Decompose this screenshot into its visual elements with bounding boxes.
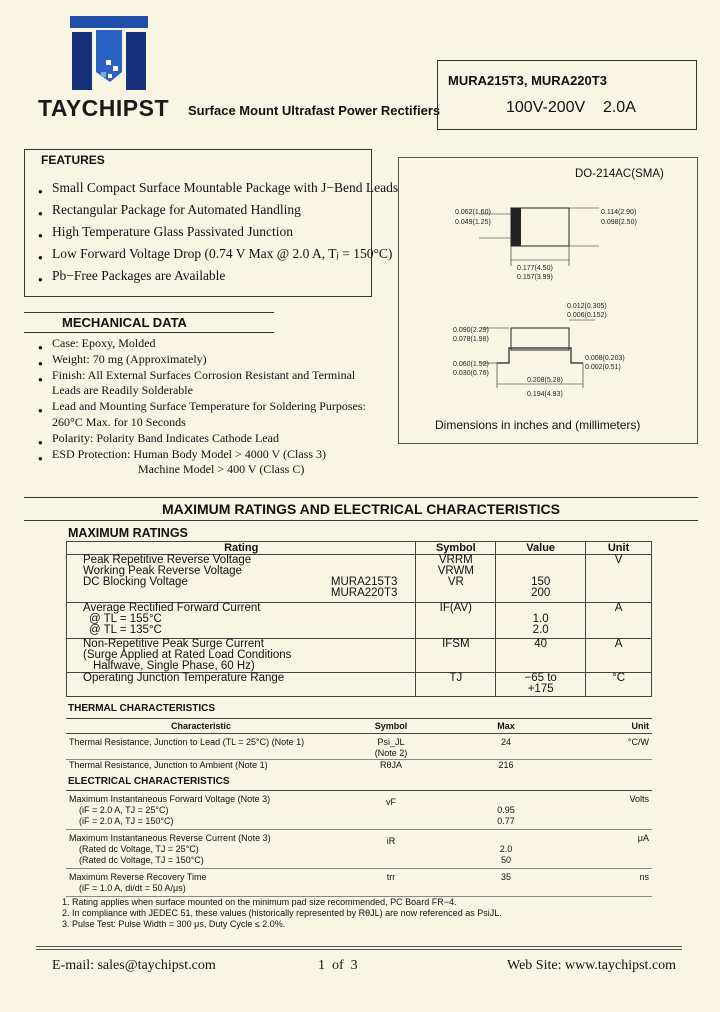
company-name: TAYCHIPST: [38, 95, 170, 121]
column-header: Unit: [566, 719, 652, 734]
list-item: ● Pb−Free Packages are Available: [38, 265, 398, 287]
characteristic-line: (iF = 2.0 A, TJ = 25°C): [79, 805, 169, 815]
unit-cell: [566, 760, 652, 774]
characteristic-line: (Rated dc Voltage, TJ = 25°C): [79, 844, 199, 854]
unit-cell: Volts: [566, 791, 652, 830]
dim-label: 0.157(3.99): [517, 274, 553, 281]
characteristic-cell: [66, 869, 336, 897]
footer-divider: [36, 949, 682, 950]
column-header: Rating: [67, 542, 416, 555]
list-item-text: Lead and Mounting Surface Temperature for Soldering Purposes:: [52, 399, 366, 414]
list-item: [38, 399, 378, 431]
list-item: ● Small Compact Surface Mountable Package with J−Bend Leads: [38, 177, 398, 199]
max-ratings-title: MAXIMUM RATINGS: [68, 526, 188, 540]
footer-website[interactable]: Web Site: www.taychipst.com: [507, 958, 677, 973]
column-header: Value: [496, 542, 586, 555]
characteristic-line: (iF = 2.0 A, TJ = 150°C): [79, 816, 174, 826]
rating-line: @ TL = 155°C: [89, 613, 162, 625]
characteristic-cell: [66, 791, 336, 830]
unit-cell: μA: [566, 830, 652, 869]
list-item: [38, 447, 378, 479]
table-row: [67, 673, 652, 697]
characteristic-line: (Rated dc Voltage, TJ = 150°C): [79, 855, 204, 865]
max-cell: 35: [446, 869, 566, 897]
rating-line: Non-Repetitive Peak Surge Current: [83, 638, 264, 650]
symbol-text: VRRM: [438, 554, 473, 566]
dim-label: 0.194(4.93): [527, 391, 563, 398]
unit-cell: V: [586, 555, 652, 603]
footnote: 1. Rating applies when surface mounted on the minimum pad size recommended, PC Board FR−4.: [62, 897, 457, 907]
symbol-cell: trr: [336, 869, 446, 897]
symbol-text: VRWM: [437, 565, 474, 577]
rating-cell: [67, 555, 416, 603]
list-item-text: Leads are Readily Solderable: [52, 383, 193, 398]
value-cell: [496, 673, 586, 697]
value-text: 150: [531, 576, 551, 588]
symbol-cell: iR: [336, 830, 446, 869]
dim-label: 0.090(2.29): [453, 327, 489, 334]
footer-email[interactable]: E-mail: sales@taychipst.com: [52, 958, 216, 973]
value-cell: [496, 555, 586, 603]
dim-label: 0.002(0.51): [585, 364, 621, 371]
table-row: [66, 869, 652, 897]
list-item-text: ESD Protection: Human Body Model > 4000 V (Class 3): [52, 446, 326, 461]
value-text: 0.95: [497, 805, 515, 815]
taychipst-logo-icon: [70, 16, 150, 92]
symbol-text: VR: [447, 576, 464, 588]
table-row: [66, 760, 652, 774]
rating-line: Halfwave, Single Phase, 60 Hz): [93, 660, 255, 672]
features-list: [38, 177, 398, 287]
characteristic-line: Maximum Instantaneous Forward Voltage (Note 3): [69, 794, 271, 804]
dim-label: 0.078(1.98): [453, 336, 489, 343]
symbol-text: Psi_JL: [377, 737, 405, 747]
package-drawing-icon: [399, 188, 697, 418]
part-label: MURA220T3: [330, 587, 398, 599]
symbol-cell: vF: [336, 791, 446, 830]
dimensions-caption: Dimensions in inches and (millimeters): [435, 418, 641, 432]
dim-label: 0.008(0.203): [585, 355, 625, 362]
unit-cell: °C: [586, 673, 652, 697]
dim-label: 0.060(1.52): [453, 361, 489, 368]
part-numbers: MURA215T3, MURA220T3: [448, 73, 607, 88]
value-text: 2.0: [499, 844, 513, 854]
value-cell: 40: [496, 639, 586, 673]
dim-label: 0.062(1.60): [455, 209, 491, 216]
symbol-cell: [416, 555, 496, 603]
dim-label: 0.006(0.152): [567, 312, 607, 319]
value-text: 50: [500, 855, 511, 865]
max-cell: [446, 791, 566, 830]
column-header: Symbol: [416, 542, 496, 555]
rating-line: @ TL = 135°C: [89, 624, 162, 636]
mechanical-title: MECHANICAL DATA: [24, 312, 274, 333]
symbol-note: (Note 2): [374, 748, 408, 758]
max-cell: 24: [446, 734, 566, 760]
list-item: ● Polarity: Polarity Band Indicates Cathode Lead: [38, 431, 378, 447]
electrical-title: ELECTRICAL CHARACTERISTICS: [68, 776, 230, 787]
part-number-box: [437, 60, 697, 130]
list-item-text: 260°C Max. for 10 Seconds: [52, 414, 186, 429]
column-header: Characteristic: [66, 719, 336, 734]
dim-label: 0.098(2.50): [601, 219, 637, 226]
characteristic-line: Maximum Reverse Recovery Time: [69, 872, 207, 882]
table-row: [66, 791, 652, 830]
footnotes: [62, 897, 502, 930]
characteristic-line: Maximum Instantaneous Reverse Current (Note 3): [69, 833, 271, 843]
dim-label: 0.114(2.90): [601, 209, 637, 216]
dim-label: 0.030(0.76): [453, 370, 489, 377]
symbol-cell: [336, 734, 446, 760]
list-item: ● Rectangular Package for Automated Handling: [38, 199, 398, 221]
list-item: ● Low Forward Voltage Drop (0.74 V Max @ 2.0 A, Tⱼ = 150°C): [38, 243, 398, 265]
rating-cell: [67, 639, 416, 673]
package-box: [398, 157, 698, 444]
voltage-current-rating: 100V-200V 2.0A: [506, 99, 636, 116]
table-row: [66, 830, 652, 869]
rating-text: DC Blocking Voltage: [83, 576, 188, 588]
value-text: 0.77: [497, 816, 515, 826]
part-label: MURA215T3: [330, 576, 398, 588]
characteristic-cell: Thermal Resistance, Junction to Ambient (Note 1): [69, 760, 268, 770]
rating-line: [83, 588, 413, 599]
package-name: DO-214AC(SMA): [575, 168, 664, 180]
unit-cell: ns: [566, 869, 652, 897]
characteristic-cell: Thermal Resistance, Junction to Lead (TL = 25°C) (Note 1): [66, 734, 336, 760]
unit-cell: A: [586, 639, 652, 673]
column-header: Symbol: [336, 719, 446, 734]
table-row: [67, 639, 652, 673]
value-text: 1.0: [532, 613, 549, 625]
electrical-table: [66, 790, 652, 897]
value-text: +175: [527, 683, 554, 695]
column-header: Unit: [586, 542, 652, 555]
list-item: ● High Temperature Glass Passivated Junction: [38, 221, 398, 243]
value-text: −65 to: [524, 672, 557, 684]
rating-line: Peak Repetitive Reverse Voltage: [83, 554, 252, 566]
thermal-table: [66, 718, 652, 774]
table-row: [66, 734, 652, 760]
list-item: ● Case: Epoxy, Molded: [38, 336, 378, 352]
rating-line: Working Peak Reverse Voltage: [83, 565, 242, 577]
symbol-cell: RθJA: [379, 760, 402, 770]
table-row: [67, 603, 652, 639]
table-header-row: [67, 542, 652, 555]
column-header: Max: [446, 719, 566, 734]
unit-cell: °C/W: [566, 734, 652, 760]
max-ratings-table: [66, 541, 652, 697]
mechanical-list: [38, 336, 378, 478]
max-cell: [446, 830, 566, 869]
max-section-title: MAXIMUM RATINGS AND ELECTRICAL CHARACTERISTICS: [24, 497, 698, 521]
dim-label: 0.012(0.305): [567, 303, 607, 310]
product-subtitle: Surface Mount Ultrafast Power Rectifiers: [188, 103, 441, 118]
symbol-cell: TJ: [416, 673, 496, 697]
dim-label: 0.208(5.28): [527, 377, 563, 384]
characteristic-line: (iF = 1.0 A, di/dt = 50 A/μs): [79, 883, 186, 893]
footnote: 3. Pulse Test: Pulse Width = 300 μs, Duty Cycle ≤ 2.0%.: [62, 919, 286, 929]
footer-divider: [36, 946, 682, 947]
dim-label: 0.177(4.50): [517, 265, 553, 272]
features-title: FEATURES: [41, 153, 105, 167]
value-text: 200: [531, 587, 551, 599]
symbol-cell: IF(AV): [416, 603, 496, 639]
list-item-text: Machine Model > 400 V (Class C): [138, 462, 305, 477]
list-item: ● Weight: 70 mg (Approximately): [38, 352, 378, 368]
rating-line: Average Rectified Forward Current: [83, 602, 261, 614]
symbol-cell: IFSM: [416, 639, 496, 673]
value-text: 2.0: [532, 624, 549, 636]
dim-label: 0.049(1.25): [455, 219, 491, 226]
characteristic-cell: [66, 830, 336, 869]
list-item: [38, 368, 378, 400]
page-number: 1 of 3: [318, 958, 358, 973]
footnote: 2. In compliance with JEDEC 51, these values (historically represented by RθJL) are now referenced as PsiJL.: [62, 908, 502, 918]
rating-cell: Operating Junction Temperature Range: [67, 673, 416, 697]
list-item-text: Finish: All External Surfaces Corrosion Resistant and Terminal: [52, 367, 356, 382]
rating-cell: [67, 603, 416, 639]
table-row: [67, 555, 652, 603]
value-cell: [496, 603, 586, 639]
table-header-row: [66, 719, 652, 734]
max-cell: 216: [498, 760, 514, 770]
rating-line: (Surge Applied at Rated Load Conditions: [83, 649, 292, 661]
unit-cell: A: [586, 603, 652, 639]
thermal-title: THERMAL CHARACTERISTICS: [68, 703, 216, 714]
